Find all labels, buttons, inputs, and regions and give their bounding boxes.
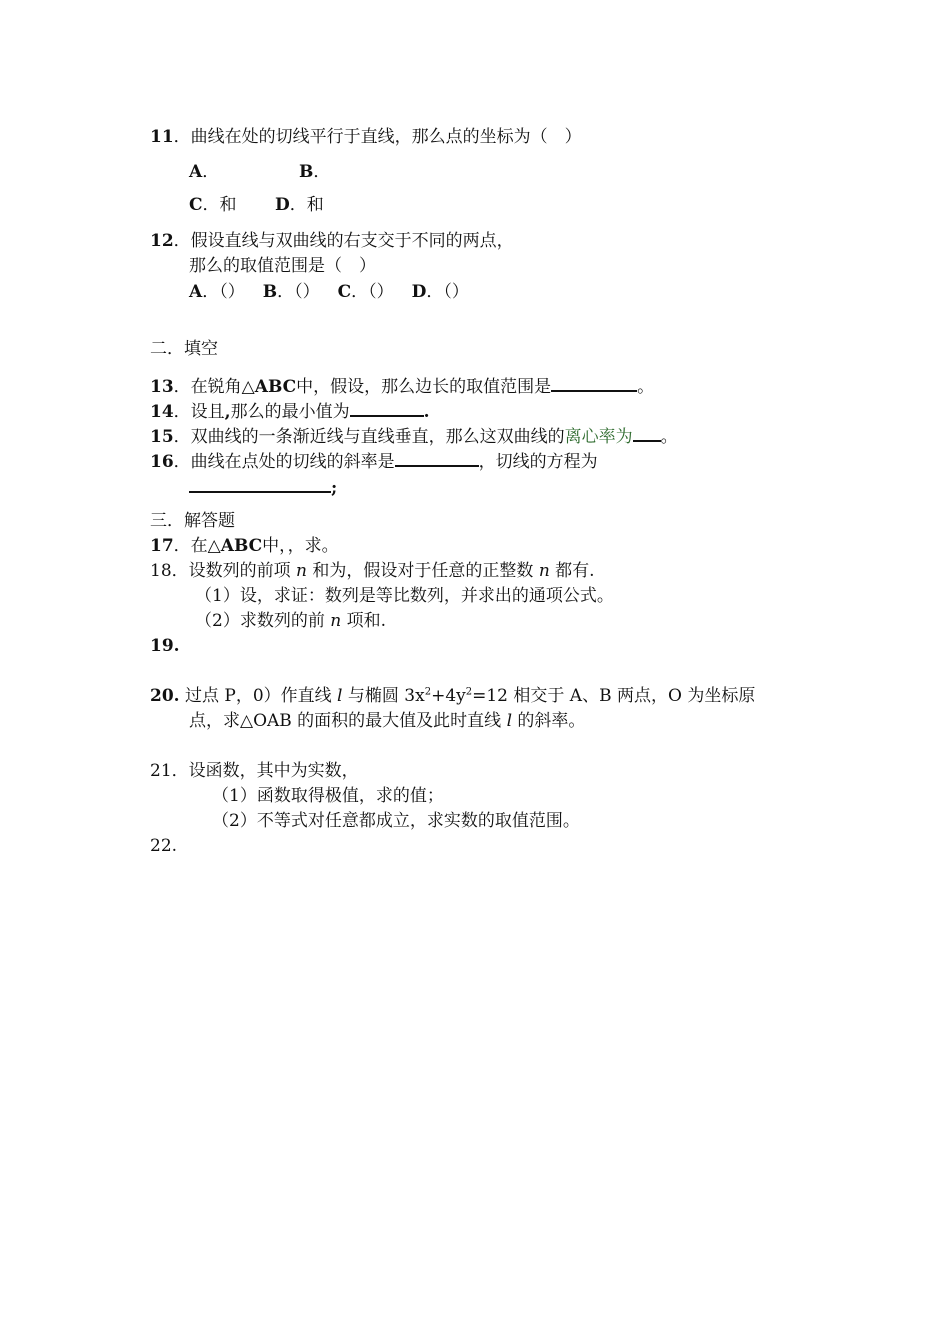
q12-option-a [189,282,245,302]
question-number: 15 [150,427,174,447]
question-21-part-2: （2）不等式对任意都成立，求实数的取值范围。 [212,811,580,831]
variable: n [538,561,550,581]
q11-option-c [189,194,237,216]
q12-option-c [338,282,394,302]
question-text: ．曲线在点处的切线的斜率是 [173,452,395,472]
option-text: ．（） [202,282,245,302]
punctuation: 。 [660,427,678,447]
question-text: ．双曲线的一条渐近线与直线垂直，那么这双曲线的 [173,427,565,447]
question-20 [150,685,755,707]
question-number: 17 [150,536,174,556]
question-21 [150,760,359,782]
question-text: 过点 P，0）作直线 [179,686,338,706]
answer-blank[interactable] [189,474,331,493]
option-text: ．（） [426,282,469,302]
option-label: B [262,282,278,302]
option-label: D [275,195,290,215]
option-text: ． [202,162,220,182]
question-text: 那么的最小值为 [230,402,350,422]
answer-blank[interactable] [350,398,424,417]
question-text: 中，假设，那么边长的取值范围是 [296,377,552,397]
q12-options [189,281,469,303]
answer-blank[interactable] [395,448,479,467]
section-heading-answer: 三．解答题 [150,511,235,531]
option-text: ．（） [351,282,394,302]
question-text: （2）求数列的前 [195,611,331,631]
question-text: 和为，假设对于任意的正整数 [307,561,539,581]
question-number: 20. [150,686,180,706]
option-text: ．和 [289,195,324,215]
question-16-line-2 [189,474,337,499]
question-18 [150,560,595,582]
option-label: C [337,282,352,302]
question-number: 14 [150,402,174,422]
option-text: ．（） [277,282,320,302]
question-number: 13 [150,377,174,397]
question-19: 19. [150,636,180,656]
variable: n [296,561,307,581]
question-16 [150,448,598,473]
question-17 [150,535,339,557]
question-21-part-1: （1）函数取得极值，求的值； [212,786,444,806]
q12-option-d [412,282,469,302]
question-number: 16 [150,452,174,472]
punctuation: ; [331,478,338,498]
q11-option-d [275,194,324,216]
superscript: 2 [424,686,432,698]
variable: l [506,711,513,731]
answer-blank[interactable] [551,373,637,392]
question-text: ，切线的方程为 [478,452,598,472]
question-18-part-1: （1）设，求证：数列是等比数列，并求出的通项公式。 [195,586,614,606]
question-22: 22. [150,836,178,856]
question-15 [150,423,678,448]
option-label: B [299,162,314,182]
question-20-line-2 [189,710,585,732]
triangle-name: ABC [254,377,297,397]
question-text: 项和. [341,611,386,631]
q11-option-b [299,161,330,183]
question-text: 中，，求。 [262,536,339,556]
question-text: +4y [431,686,466,706]
question-18-part-2 [195,610,386,632]
question-12-line-2: 那么的取值范围是（ ） [189,256,376,276]
question-14 [150,398,430,423]
question-text: 点，求△OAB 的面积的最大值及此时直线 [189,711,507,731]
question-13 [150,373,654,398]
answer-blank[interactable] [633,423,661,442]
question-number: 18． [150,561,189,581]
option-label: D [411,282,427,302]
question-text: ．在锐角△ [173,377,255,397]
question-text: ．假设直线与双曲线的右支交于不同的两点， [173,231,514,251]
question-text: 与椭圆 3x [342,686,425,706]
variable: l [337,686,343,706]
question-text: 设数列的前项 [188,561,297,581]
variable: n [330,611,342,631]
question-text: ．设且 [173,402,225,422]
question-text: 的斜率。 [512,711,586,731]
question-text: 都有. [549,561,595,581]
question-number: 12 [150,231,174,251]
option-label: A [189,162,203,182]
superscript: 2 [465,686,473,698]
option-text: ．和 [202,195,237,215]
option-text: ． [313,162,331,182]
option-label: A [189,282,203,302]
question-number: 11 [150,127,174,147]
punctuation: 。 [637,377,655,397]
highlighted-text: 离心率为 [564,427,633,447]
punctuation: , [224,402,231,422]
question-text: =12 相交于 A、B 两点，O 为坐标原 [472,686,756,706]
question-12 [150,230,514,252]
question-text: ．在△ [173,536,221,556]
option-label: C [189,195,203,215]
question-text: 设函数，其中为实数， [188,761,359,781]
q12-option-b [263,282,320,302]
question-text: ．曲线在处的切线平行于直线，那么点的坐标为（ ） [173,127,582,147]
section-heading-fill-in: 二．填空 [150,339,218,359]
triangle-name: ABC [220,536,263,556]
q11-option-a [189,161,219,183]
question-number: 21． [150,761,189,781]
question-11 [150,126,582,148]
punctuation: . [423,402,430,422]
